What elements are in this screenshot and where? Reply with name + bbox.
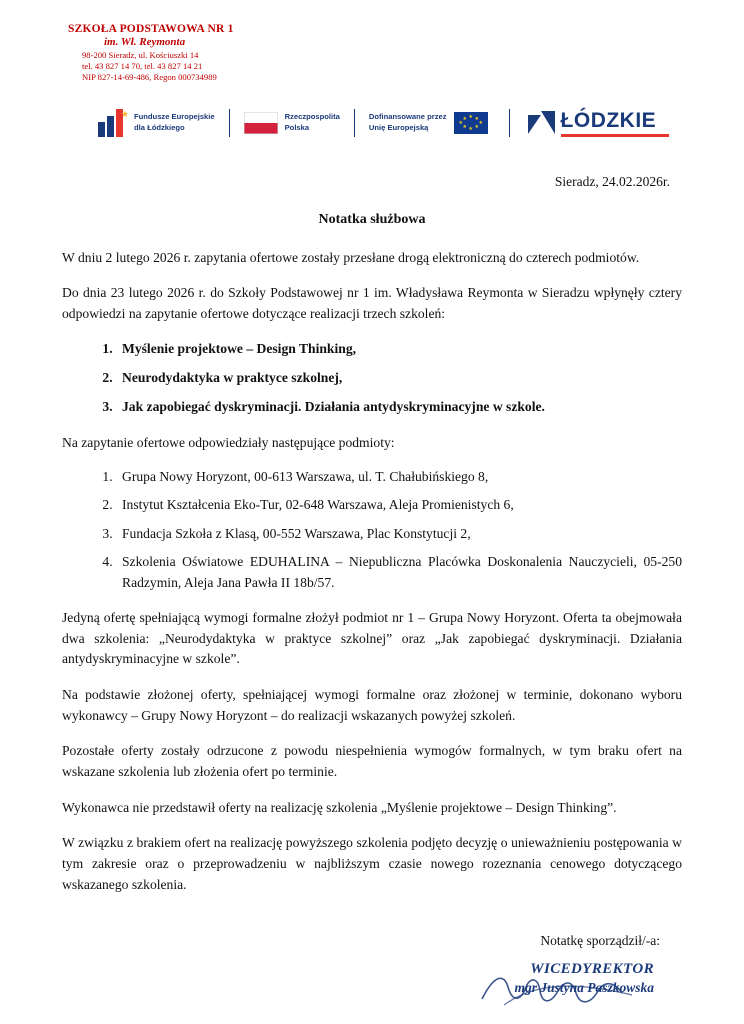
paragraph-8: W związku z brakiem ofert na realizację powyższego szkolenia podjęto decyzję o unieważnieniu postępowania w tym zakresie oraz o przeprowadzeniu w najbliższym czasie nowego rozeznania cenowego dotyczącego wskazanego szkolenia. xyxy=(62,835,682,892)
lodzkie-region-logo xyxy=(528,109,669,137)
logo-divider-3 xyxy=(509,109,510,137)
page-title: Notatka służbowa xyxy=(318,211,426,227)
republic-of-poland-logo xyxy=(244,105,340,141)
school-name-line2: im. Wł. Reymonta xyxy=(104,36,186,49)
school-identifiers: NIP 827-14-69-486, Regon 000734989 xyxy=(82,72,217,83)
logo-divider-1 xyxy=(229,109,230,137)
european-funds-icon xyxy=(98,109,128,137)
list-item: 3. Fundacja Szkoła z Klasą, 00-552 Warszawa, Plac Konstytucji 2, xyxy=(116,524,682,544)
list-item: 2. Instytut Kształcenia Eko-Tur, 02-648 Warszawa, Aleja Promienistych 6, xyxy=(116,495,682,515)
poland-flag-icon xyxy=(244,112,278,134)
letterhead xyxy=(68,22,682,84)
paragraph-1: W dniu 2 lutego 2026 r. zapytania ofertowe zostały przesłane drogą elektroniczną do czterech podmiotów. xyxy=(62,249,640,265)
paragraph-3: Na zapytanie ofertowe odpowiedziały następujące podmioty: xyxy=(62,434,395,450)
european-funds-label: Fundusze Europejskie dla Łódzkiego xyxy=(134,112,215,132)
eu-cofunding-label: Dofinansowane przez Unię Europejską xyxy=(368,112,447,132)
paragraph-6: Pozostałe oferty zostały odrzucone z powodu niespełnienia wymogów formalnych, w tym braku ofert na wskazane szkolenia lub złożenia ofert po terminie. xyxy=(62,743,682,779)
signature-block xyxy=(62,961,654,996)
bidders-list xyxy=(62,467,682,593)
signature-role: WICEDYREKTOR xyxy=(530,961,654,978)
paragraph-4: Jedyną ofertę spełniającą wymogi formalne złożył podmiot nr 1 – Grupa Nowy Horyzont. Oferta ta obejmowała dwa szkolenia: „Neurodydaktyka w praktyce szkolnej” oraz „Jak zapobiegać dyskryminacji. Działania antydyskryminacyjne w szkole”. xyxy=(62,609,682,667)
lodzkie-wordmark: ŁÓDZKIE xyxy=(560,108,657,132)
paragraph-7: Wykonawca nie przedstawił oferty na realizację szkolenia „Myślenie projektowe – Design Thinking”. xyxy=(62,799,617,815)
list-item: 3. Jak zapobiegać dyskryminacji. Działania antydyskryminacyjne w szkole. xyxy=(116,397,682,417)
signature-intro: Notatkę sporządził/-a: xyxy=(540,933,660,949)
paragraph-5: Na podstawie złożonej oferty, spełniającej wymogi formalne oraz złożonej w terminie, dokonano wyboru wykonawcy – Grupy Nowy Horyzont – do realizacji wskazanych powyżej szkoleń. xyxy=(62,686,682,723)
list-item: 4. Szkolenia Oświatowe EDUHALINA – Niepubliczna Placówka Doskonalenia Nauczycieli, 05-250 Radzymin, Aleja Jana Pawła II 18b/57. xyxy=(116,552,682,593)
european-funds-logo xyxy=(98,105,215,141)
paragraph-2: Do dnia 23 lutego 2026 r. do Szkoły Podstawowej nr 1 im. Władysława Reymonta w Sieradzu wpłynęły cztery odpowiedzi na zapytanie ofertowe dotyczące realizacji trzech szkoleń: xyxy=(62,285,682,321)
list-item: 1. Myślenie projektowe – Design Thinking, xyxy=(116,339,682,359)
school-address: 98-200 Sieradz, ul. Kościuszki 14 xyxy=(82,50,199,61)
star-icon: ★ xyxy=(120,108,129,119)
school-name-line1: SZKOŁA PODSTAWOWA NR 1 xyxy=(68,23,234,35)
school-phones: tel. 43 827 14 70, tel. 43 827 14 21 xyxy=(82,61,203,72)
eu-cofunding-logo xyxy=(369,105,495,141)
logo-divider-2 xyxy=(354,109,355,137)
list-item: 2. Neurodydaktyka w praktyce szkolnej, xyxy=(116,368,682,388)
list-item: 1. Grupa Nowy Horyzont, 00-613 Warszawa, ul. T. Chałubińskiego 8, xyxy=(116,467,682,487)
trainings-list xyxy=(62,339,682,418)
signature-name: mgr Justyna Paszkowska xyxy=(514,980,654,996)
place-and-date: Sieradz, 24.02.2026r. xyxy=(554,173,670,189)
funding-logo-strip xyxy=(98,100,682,146)
republic-of-poland-label: Rzeczpospolita Polska xyxy=(284,112,340,132)
eu-flag-icon: ★ ★ ★ ★ ★ ★ ★ ★ xyxy=(454,112,488,134)
lodzkie-mark-icon xyxy=(528,111,556,135)
lodzkie-underline xyxy=(561,134,669,137)
